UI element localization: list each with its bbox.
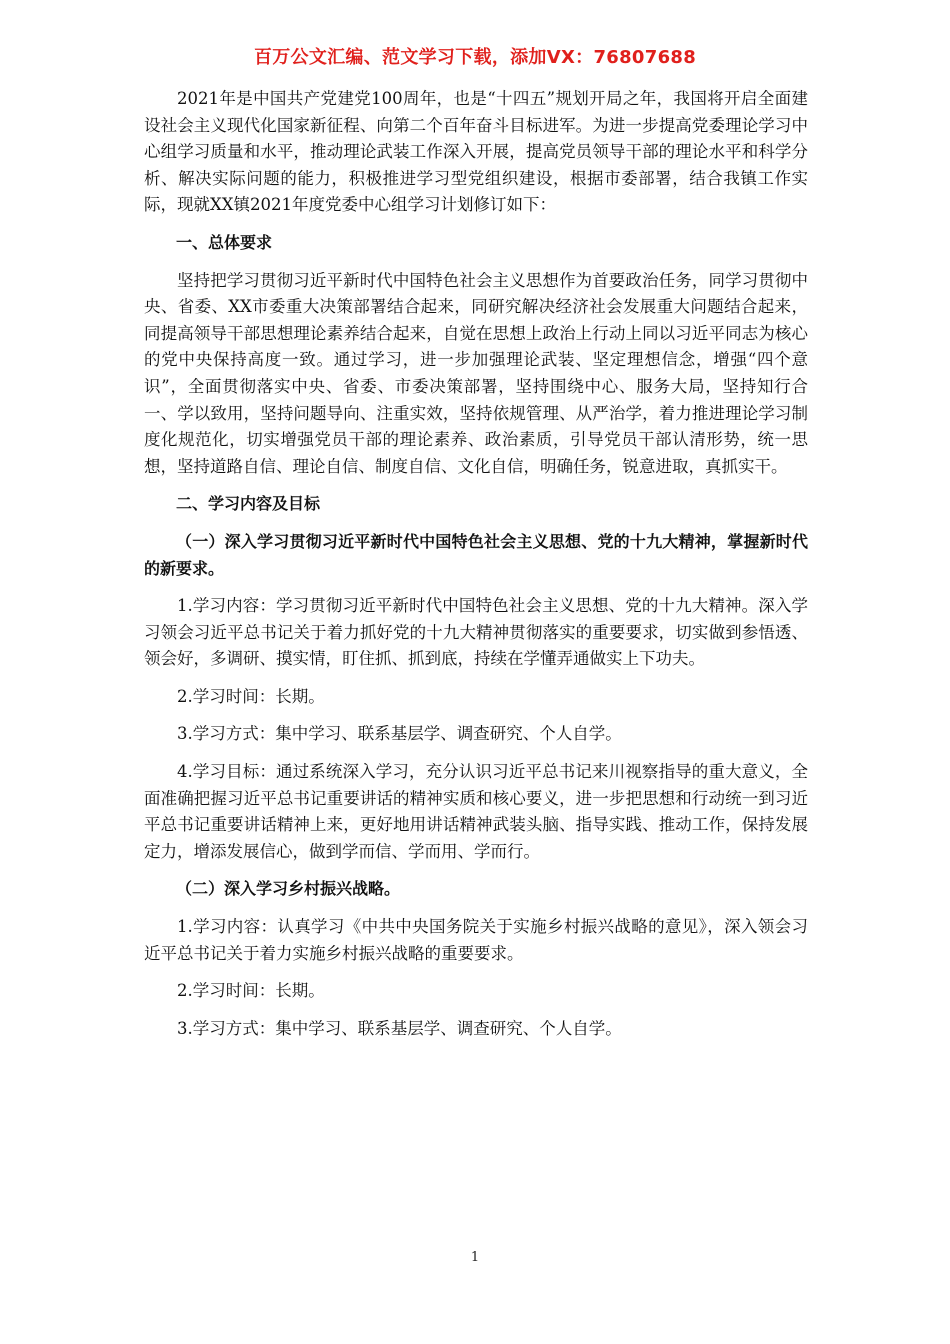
general-requirements-paragraph: 坚持把学习贯彻习近平新时代中国特色社会主义思想作为首要政治任务，同学习贯彻中央、省委、XX市委重大决策部署结合起来，同研究解决经济社会发展重大问题结合起来，同提高领导干部思想理论素养结合起来，自觉在思想上政治上行动上同以习近平同志为核心的党中央保持高度一致。通过学习，进一步加强理论武装、坚定理想信念，增强“四个意识”，全面贯彻落实中央、省委、市委决策部署，坚持围绕中心、服务大局，坚持知行合一、学以致用，坚持问题导向、注重实效，坚持依规管理、从严治学，着力推进理论学习制度化规范化，切实增强党员干部的理论素养、政治素质，引导党员干部认清形势，统一思想，坚持道路自信、理论自信、制度自信、文化自信，明确任务，锐意进取，真抓实干。 [144,270,808,476]
section-heading-general-requirements: 一、总体要求 [176,232,273,252]
rural-item-content: 1.学习内容：认真学习《中共中央国务院关于实施乡村振兴战略的意见》，深入领会习近平总书记关于着力实施乡村振兴战略的重要要求。 [144,917,808,963]
intro-paragraph: 2021年是中国共产党建党100周年，也是“十四五”规划开局之年，我国将开启全面建设社会主义现代化国家新征程、向第二个百年奋斗目标进军。为进一步提高党委理论学习中心组学习质量和水平，推动理论武装工作深入开展，提高党员领导干部的理论水平和科学分析、解决实际问题的能力，积极推进学习型党组织建设，根据市委部署，结合我镇工作实际，现就XX镇2021年度党委中心组学习计划修订如下： [144,89,808,215]
rural-item-method: 3.学习方式：集中学习、联系基层学、调查研究、个人自学。 [177,1018,622,1038]
subsection-heading-rural-revitalization: （二）深入学习乡村振兴战略。 [176,879,401,899]
download-banner: 百万公文汇编、范文学习下载，添加VX：76807688 [253,47,697,68]
xi-thought-item-content: 1.学习内容：学习贯彻习近平新时代中国特色社会主义思想、党的十九大精神。深入学习领会习近平总书记关于着力抓好党的十九大精神贯彻落实的重要要求，切实做到参悟透、领会好，多调研、摸实情，盯住抓、抓到底，持续在学懂弄通做实上下功夫。 [144,596,808,669]
page-number: 1 [470,1250,480,1265]
document-body [144,86,808,1053]
xi-thought-item-method: 3.学习方式：集中学习、联系基层学、调查研究、个人自学。 [177,724,622,744]
xi-thought-item-time: 2.学习时间：长期。 [177,686,325,706]
rural-item-time: 2.学习时间：长期。 [177,981,325,1001]
subsection-heading-xi-thought: （一）深入学习贯彻习近平新时代中国特色社会主义思想、党的十九大精神，掌握新时代的新要求。 [144,531,808,578]
section-heading-content-goals: 二、学习内容及目标 [176,494,321,514]
xi-thought-item-goal: 4.学习目标：通过系统深入学习，充分认识习近平总书记来川视察指导的重大意义，全面准确把握习近平总书记重要讲话的精神实质和核心要义，进一步把思想和行动统一到习近平总书记重要讲话精神上来，更好地用讲话精神武装头脑、指导实践、推动工作，保持发展定力，增添发展信心，做到学而信、学而用、学而行。 [144,762,808,861]
